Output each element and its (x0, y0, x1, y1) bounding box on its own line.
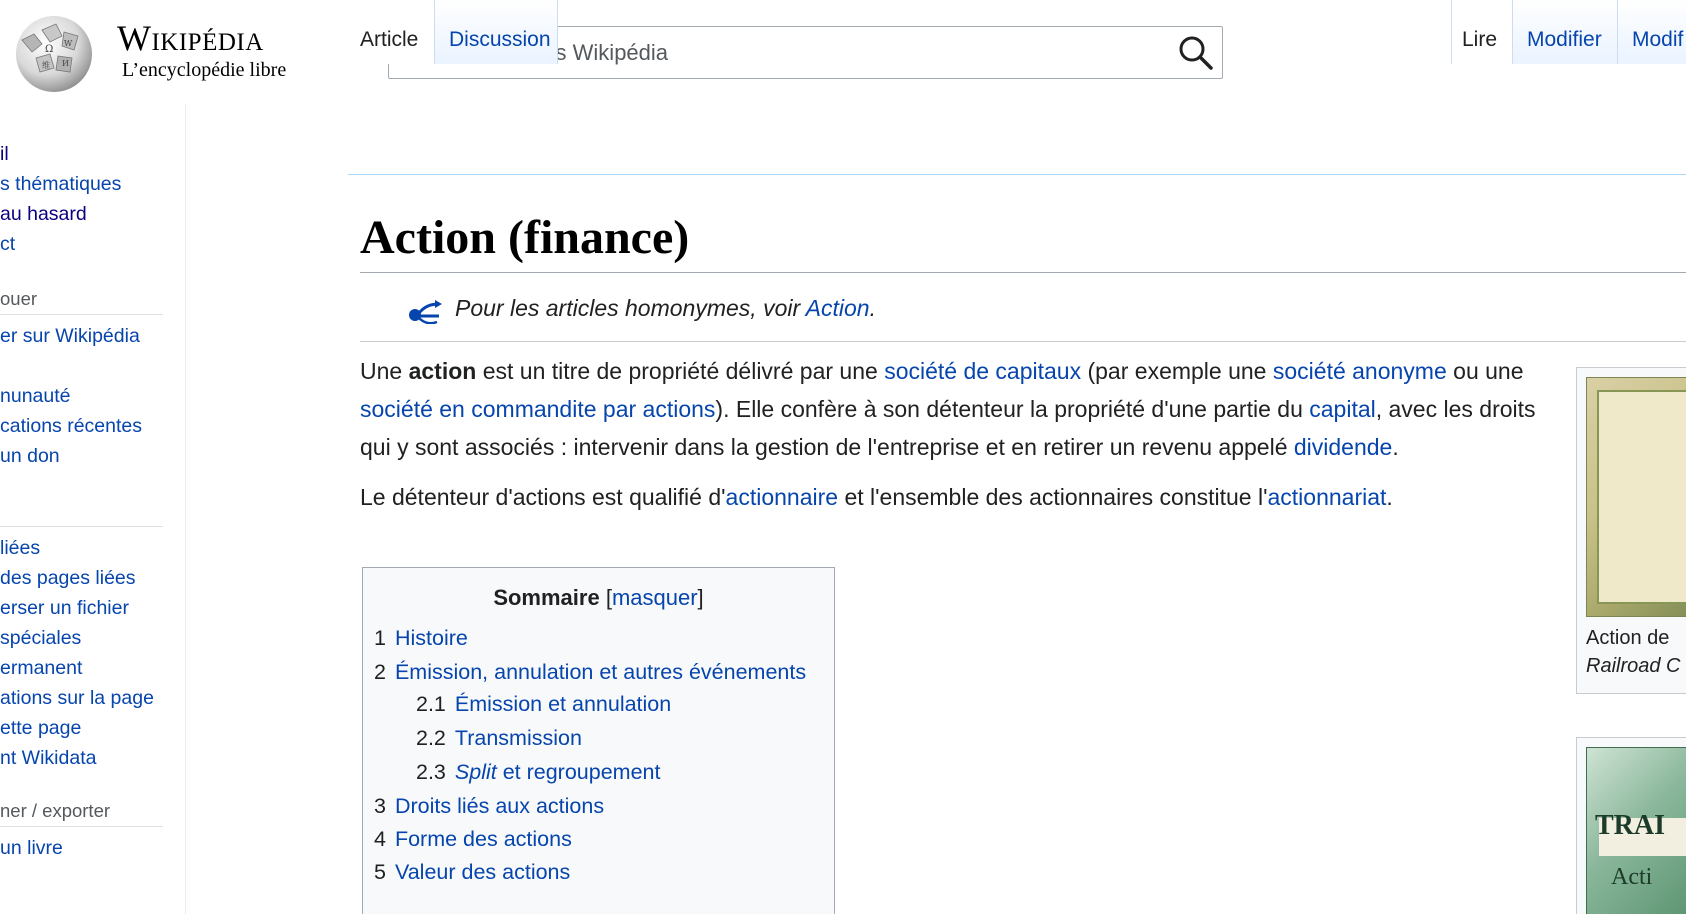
wikipedia-wordmark[interactable]: Wikipédia (117, 18, 264, 58)
tab-modifier-le-code[interactable]: Modif (1617, 0, 1686, 64)
wikipedia-tagline: L’encyclopédie libre (122, 59, 287, 81)
sidebar-item-pages-speciales[interactable]: spéciales (0, 627, 82, 649)
article-link[interactable]: dividende (1293, 434, 1393, 460)
toc-link-label: et regroupement (496, 760, 661, 784)
paragraph-text: Le détenteur d'actions est qualifié d' (360, 484, 726, 510)
svg-text:И: И (62, 59, 69, 68)
toc-item[interactable] (374, 624, 468, 652)
intro-paragraph-1 (360, 352, 1545, 466)
tab-article[interactable]: Article (360, 0, 438, 64)
tab-lire[interactable]: Lire (1451, 0, 1513, 64)
hatnote-suffix: . (869, 295, 876, 321)
paragraph-text: ). Elle confère à son détenteur la propriété d'une partie du (715, 396, 1310, 422)
sidebar-item-contact[interactable]: ct (0, 233, 16, 255)
toc-link[interactable] (455, 760, 661, 784)
sidebar-item-pages-liees[interactable]: liées (0, 537, 41, 559)
toc-link-label: Valeur des actions (394, 860, 571, 884)
search-icon[interactable] (1178, 35, 1214, 71)
thumbnail-caption (1586, 624, 1686, 680)
toc-item[interactable] (374, 858, 570, 886)
article-link[interactable]: actionnaire (725, 484, 839, 510)
toc-number: 2.3 (416, 760, 446, 784)
sidebar-item-portails-thematiques[interactable]: s thématiques (0, 173, 122, 195)
sidebar-item-citer-cette-page[interactable]: ette page (0, 717, 82, 739)
certificate-subtitle-text: Acti (1611, 864, 1653, 890)
sidebar-item-creer-un-livre[interactable]: un livre (0, 837, 63, 859)
wikipedia-globe-logo[interactable] (12, 10, 96, 94)
toc-number: 2.2 (416, 726, 446, 750)
sidebar-item-element-wikidata[interactable]: nt Wikidata (0, 747, 97, 769)
toc-number: 2 (374, 660, 386, 684)
hatnote (455, 293, 876, 323)
toc-number: 5 (374, 860, 386, 884)
toc-number: 2.1 (416, 692, 446, 716)
toc-link[interactable] (395, 794, 604, 818)
toc-item[interactable] (374, 792, 604, 820)
sidebar-item-accueil[interactable]: il (0, 143, 9, 165)
toc-link[interactable] (395, 660, 806, 684)
sidebar-item-modifications-recentes[interactable]: cations récentes (0, 415, 142, 437)
toc-item[interactable] (416, 690, 671, 718)
svg-text:Ω: Ω (45, 44, 54, 55)
toc-link-label: Émission et annulation (454, 692, 672, 716)
sidebar-item-suivi-des-pages-liees[interactable]: des pages liées (0, 567, 136, 589)
toc-title: Sommaire (493, 585, 600, 610)
paragraph-text: ou une (1446, 358, 1524, 384)
toc-number: 3 (374, 794, 386, 818)
toc-number: 4 (374, 827, 386, 851)
svg-text:维: 维 (42, 61, 50, 70)
sidebar-item-televerser-un-fichier[interactable]: erser un fichier (0, 597, 129, 619)
tabs-underline (348, 174, 1686, 175)
toc-link-label: Forme des actions (394, 827, 572, 851)
certificate-title-text: TRAI (1595, 810, 1666, 841)
toc-item[interactable] (416, 758, 660, 786)
toc-item[interactable] (374, 658, 806, 686)
toc-link-label: Émission, annulation et autres événements (394, 660, 807, 684)
article-link[interactable]: société en commandite par actions (360, 396, 716, 422)
tab-discussion[interactable]: Discussion (434, 0, 558, 64)
toc-link[interactable] (455, 726, 582, 750)
article-link[interactable]: société de capitaux (884, 358, 1082, 384)
toc-toggle-bracket-close: ] (697, 585, 704, 610)
thumbnail-second-certificate (1576, 737, 1686, 914)
hatnote-link-action[interactable]: Action (805, 295, 870, 321)
article-link[interactable]: capital (1309, 396, 1376, 422)
toc-link[interactable] (395, 860, 570, 884)
toc-link[interactable] (455, 692, 671, 716)
toc-link-label: Histoire (394, 626, 468, 650)
article-intro (360, 352, 1545, 528)
intro-paragraph-2 (360, 478, 1545, 516)
sidebar-divider (0, 526, 163, 527)
toc-title-row (363, 584, 834, 612)
paragraph-text: Une (360, 358, 409, 384)
paragraph-text: . (1386, 484, 1393, 510)
tab-modifier[interactable]: Modifier (1512, 0, 1618, 64)
toc-link-label: Droits liés aux actions (394, 794, 605, 818)
sidebar-item-informations-sur-la-page[interactable]: ations sur la page (0, 687, 154, 709)
toc-link-italic: Split (454, 760, 497, 784)
bold-term: action (408, 358, 477, 384)
toc-link-label: Transmission (454, 726, 582, 750)
paragraph-text: , avec les droits qui y sont associés : intervenir dans la gestion de l'entreprise et en retirer un revenu appelé (360, 396, 1536, 460)
sidebar-item-article-au-hasard[interactable]: au hasard (0, 203, 87, 225)
toc-toggle-bracket-open: [ (605, 585, 612, 610)
sidebar-heading-contribuer: ouer (0, 288, 38, 309)
thumbnail-stock-certificate (1576, 367, 1686, 694)
sidebar-item-debuter[interactable]: er sur Wikipédia (0, 325, 140, 347)
hatnote-prefix: Pour les articles homonymes, voir (455, 295, 806, 321)
article-link[interactable]: société anonyme (1272, 358, 1447, 384)
sidebar-heading-imprimer-exporter: ner / exporter (0, 800, 111, 821)
caption-line-2: Railroad C (1586, 655, 1681, 677)
sidebar-divider (0, 314, 163, 315)
toc-item[interactable] (374, 825, 572, 853)
toc-link[interactable] (395, 827, 572, 851)
sidebar (0, 104, 186, 914)
toc-number: 1 (374, 626, 386, 650)
sidebar-divider (0, 826, 163, 827)
caption-line-1: Action de (1586, 627, 1670, 649)
paragraph-text: . (1392, 434, 1399, 460)
hatnote-divider (360, 341, 1686, 342)
article-link[interactable]: actionnariat (1267, 484, 1387, 510)
title-divider (360, 272, 1686, 273)
table-of-contents (362, 567, 835, 914)
sidebar-item-communaute[interactable]: nunauté (0, 385, 71, 407)
paragraph-text: et l'ensemble des actionnaires constitue l' (838, 484, 1268, 510)
svg-text:W: W (64, 39, 73, 48)
toc-toggle-button[interactable]: masquer (611, 585, 698, 610)
paragraph-text: est un titre de propriété délivré par une (476, 358, 885, 384)
sidebar-item-lien-permanent[interactable]: ermanent (0, 657, 83, 679)
paragraph-text: (par exemple une (1081, 358, 1273, 384)
stock-certificate-image[interactable] (1586, 377, 1686, 617)
disambiguation-icon (407, 298, 443, 324)
toc-item[interactable] (416, 724, 582, 752)
page-title: Action (finance) (360, 211, 690, 264)
sidebar-item-faire-un-don[interactable]: un don (0, 445, 60, 467)
toc-link[interactable] (395, 626, 468, 650)
